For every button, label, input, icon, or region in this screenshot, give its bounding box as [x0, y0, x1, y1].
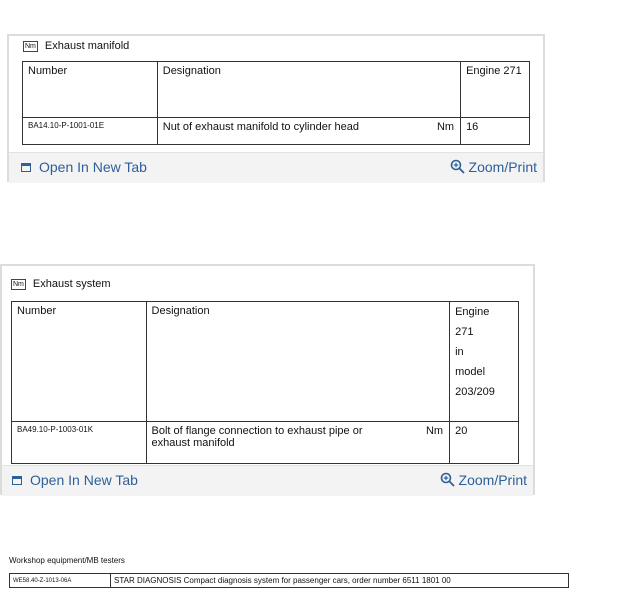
header-number: Number	[12, 302, 147, 422]
unit-label: Nm	[425, 425, 444, 437]
designation-cell	[146, 422, 450, 464]
external-tab-icon	[12, 476, 22, 485]
header-number: Number	[23, 62, 158, 118]
table-row	[12, 422, 519, 464]
card-footer	[9, 152, 543, 183]
zoom-print-link[interactable]	[450, 159, 537, 175]
zoom-print-label: Zoom/Print	[458, 472, 527, 488]
external-tab-icon	[21, 163, 31, 172]
engine-line: in	[455, 346, 464, 358]
torque-value: 20	[450, 422, 519, 464]
unit-label: Nm	[436, 121, 455, 133]
zoom-print-link[interactable]	[440, 472, 527, 488]
zoom-print-label: Zoom/Print	[468, 159, 537, 175]
header-engine: Engine 271	[461, 62, 530, 118]
header-designation: Designation	[146, 302, 450, 422]
zoom-in-icon	[450, 159, 466, 175]
equipment-number: WE58.40-Z-1013-06A	[10, 574, 111, 588]
header-designation: Designation	[157, 62, 460, 118]
table-row	[23, 118, 530, 145]
torque-value: 16	[461, 118, 530, 145]
torque-table	[11, 301, 519, 464]
card-title: Exhaust manifold	[44, 40, 130, 52]
engine-line: 203/209	[455, 386, 495, 398]
nm-icon: Nm	[25, 42, 36, 50]
open-in-new-tab-link[interactable]	[21, 159, 147, 175]
open-in-new-tab-label: Open In New Tab	[39, 159, 147, 175]
torque-card-exhaust-manifold	[7, 34, 545, 182]
equipment-description: STAR DIAGNOSIS Compact diagnosis system for passenger cars, order number 6511 1801 00	[111, 574, 569, 588]
card-title-row	[23, 40, 129, 52]
engine-line: model	[455, 366, 486, 378]
designation-text: Bolt of flange connection to exhaust pipe or exhaust manifold	[151, 425, 363, 449]
header-engine	[450, 302, 519, 422]
part-number: BA49.10-P-1003-01K	[12, 422, 147, 464]
equipment-table	[9, 573, 569, 588]
designation-cell	[157, 118, 460, 145]
card-footer	[2, 465, 533, 496]
part-number: BA14.10-P-1001-01E	[23, 118, 158, 145]
torque-card-exhaust-system	[0, 264, 535, 495]
card-title-row	[11, 278, 111, 290]
table-header-row	[12, 302, 519, 422]
designation-text: Nut of exhaust manifold to cylinder head	[162, 121, 360, 133]
engine-line: Engine	[455, 306, 490, 318]
nm-icon: Nm	[13, 280, 24, 288]
card-title: Exhaust system	[32, 278, 111, 290]
equipment-title: Workshop equipment/MB testers	[9, 556, 125, 565]
engine-line: 271	[455, 326, 474, 338]
table-header-row	[23, 62, 530, 118]
open-in-new-tab-link[interactable]	[12, 472, 138, 488]
open-in-new-tab-label: Open In New Tab	[30, 472, 138, 488]
torque-table	[22, 61, 530, 145]
zoom-in-icon	[440, 472, 456, 488]
table-row	[10, 574, 569, 588]
